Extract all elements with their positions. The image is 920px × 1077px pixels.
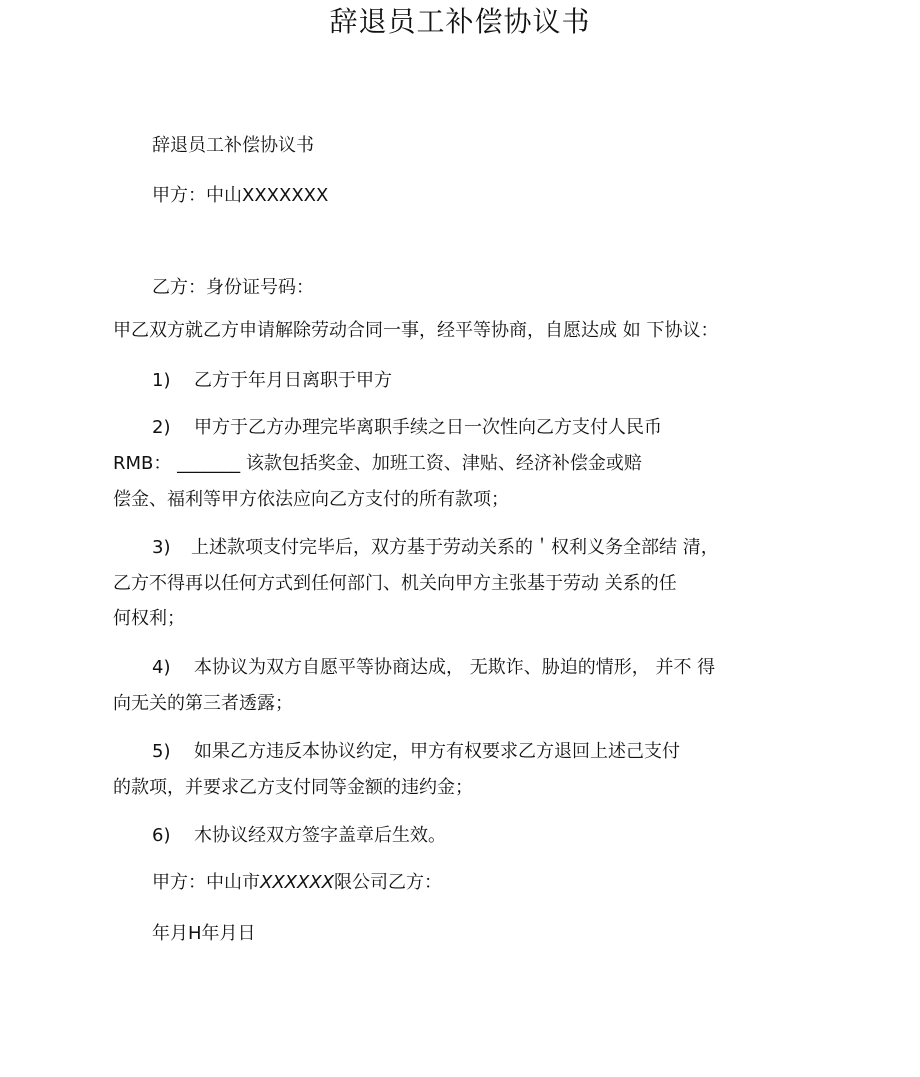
clause-text: 本协议为双方自愿平等协商达成， 无欺诈、胁迫的情形， 并不 得 (194, 657, 716, 678)
clause-text: 乙方于年月日离职于甲方 (194, 370, 392, 391)
clause-number: 5) (152, 741, 171, 762)
clause-text: 何权利； (113, 608, 185, 629)
date-line: 年月H年月日 (152, 923, 256, 944)
clause-text: 乙方不得再以任何方式到任何部门、机关向甲方主张基于劳动 关系的任 (113, 573, 677, 594)
company-placeholder: XXXXXX (260, 872, 334, 893)
document-title: 辞退员工补偿协议书 (329, 5, 591, 38)
clause-number: 3) (152, 537, 171, 558)
signature-line (152, 871, 442, 895)
clause-text: 的款项，并要求乙方支付同等金额的违约金； (113, 777, 473, 798)
subtitle: 辞退员工补偿协议书 (152, 135, 314, 156)
signature-suffix: 限公司乙方： (334, 872, 442, 893)
intro-paragraph: 甲乙双方就乙方申请解除劳动合同一事，经平等协商，自愿达成 如 下协议： (113, 320, 719, 341)
clause-number: 1) (152, 370, 171, 391)
clause-number: 4) (152, 657, 171, 678)
clause-text: 木协议经双方签字盖章后生效。 (194, 825, 446, 846)
party-a-line: 甲方：中山XXXXXXX (152, 185, 329, 206)
clause-text: RMB： _______ 该款包括奖金、加班工资、津贴、经济补偿金或赔 (113, 453, 642, 474)
signature-prefix: 甲方：中山市 (152, 872, 260, 893)
clause-text: 偿金、福利等甲方依法应向乙方支付的所有款项； (113, 489, 509, 510)
clause-text: 如果乙方违反本协议约定，甲方有权要求乙方退回上述己支付 (194, 741, 680, 762)
party-b-line: 乙方：身份证号码： (152, 277, 314, 298)
clause-text: 上述款项支付完毕后，双方基于劳动关系的＇权利义务全部结 清， (191, 537, 719, 558)
clause-text: 甲方于乙方办理完毕离职手续之日一次性向乙方支付人民币 (194, 417, 662, 438)
clause-text: 向无关的第三者透露； (113, 693, 293, 714)
clause-number: 6) (152, 825, 171, 846)
clause-number: 2) (152, 417, 171, 438)
